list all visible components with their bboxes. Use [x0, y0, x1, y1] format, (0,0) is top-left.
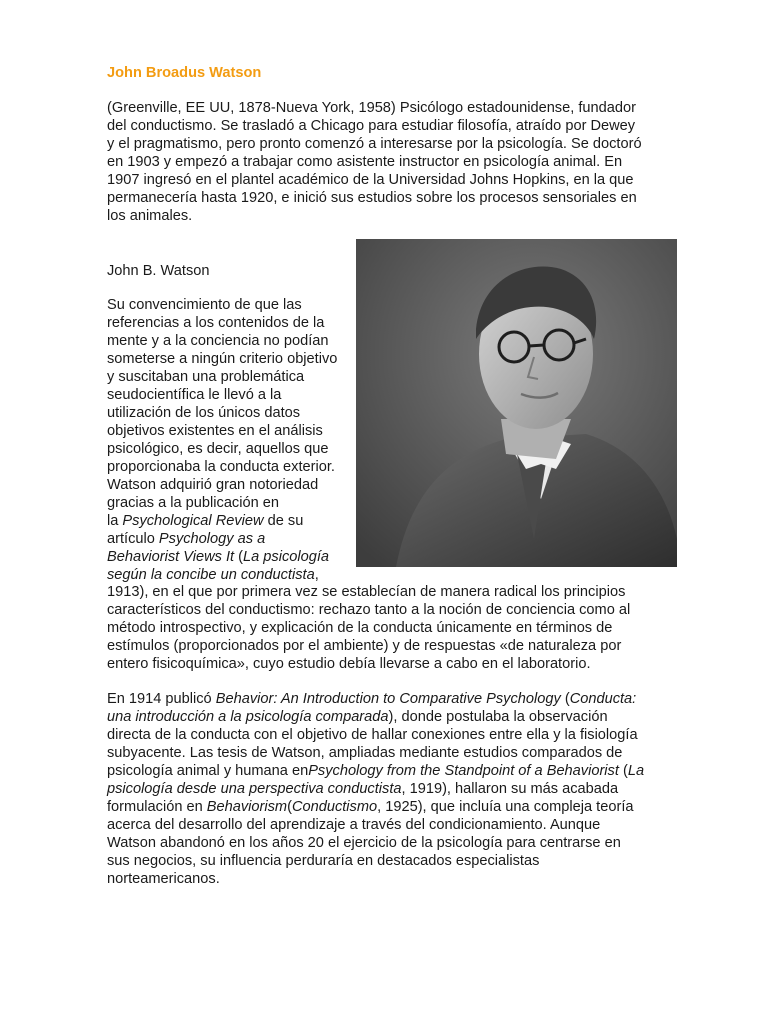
text-run: ,	[314, 567, 319, 583]
journal-title: Psychological Review	[122, 513, 264, 529]
paragraph-line: entero fisicoquímica», cuyo estudio debía llevarse a cabo en el laboratorio.	[107, 656, 591, 672]
book-title-translation: La	[627, 763, 645, 779]
column-line: Watson adquirió gran notoriedad	[107, 477, 319, 493]
continuation-paragraph	[107, 583, 667, 673]
paragraph-line: subyacente. Las tesis de Watson, ampliadas mediante estudios comparados de	[107, 745, 623, 761]
article-title-translation: La psicología	[243, 549, 330, 565]
paragraph-line: método introspectivo, y explicación de la conducta únicamente en términos de	[107, 620, 613, 636]
portrait-photo-icon	[356, 239, 677, 567]
column-line: gracias a la publicación en	[107, 495, 279, 511]
column-line: someterse a ningún criterio objetivo	[107, 351, 338, 367]
paragraph-line: acerca del desarrollo del aprendizaje a través del condicionamiento. Aunque	[107, 817, 601, 833]
article-title-translation: según la concibe un conductista	[107, 567, 315, 583]
paragraph-line	[107, 690, 667, 708]
paragraph-line: característicos del conductismo: rechazo tanto a la noción de conciencia como al	[107, 602, 631, 618]
article-title: Psychology as a	[158, 531, 266, 547]
text-run: la	[107, 513, 123, 529]
text-run: de su	[263, 513, 304, 529]
paragraph-line: sus negocios, su influencia perduraría en destacados especialistas	[107, 853, 540, 869]
intro-line: y el pragmatismo, pero pronto comenzó a interesarse por la psicología. Se doctoró	[107, 136, 642, 152]
intro-line: en 1903 y empezó a trabajar como asistente instructor en psicología animal. En	[107, 154, 623, 170]
paragraph-line	[107, 798, 667, 816]
page-title: John Broadus Watson	[107, 65, 262, 81]
book-title-translation: una introducción a la psicología comparada	[107, 709, 389, 725]
paragraph-line: Watson abandonó en los años 20 el ejercicio de la psicología para centrarse en	[107, 835, 621, 851]
works-paragraph	[107, 690, 667, 888]
text-run: En 1914 publicó	[107, 691, 216, 707]
text-run: (	[618, 763, 628, 779]
paragraph-line: norteamericanos.	[107, 871, 220, 887]
column-line	[107, 530, 357, 548]
column-line	[107, 548, 357, 566]
column-line: seudocientífica le llevó a la	[107, 387, 282, 403]
paragraph-line: directa de la conducta con el objetivo de hallar conexiones entre ella y la fisiología	[107, 727, 638, 743]
book-title: Behaviorism	[206, 799, 288, 815]
text-run: (	[560, 691, 570, 707]
intro-line: del conductismo. Se trasladó a Chicago para estudiar filosofía, atraído por Dewey	[107, 118, 636, 134]
column-line: utilización de los únicos datos	[107, 405, 301, 421]
article-title: Behaviorist Views It	[107, 549, 235, 565]
book-title-translation: Conductismo	[291, 799, 378, 815]
column-line: proporcionaba la conducta exterior.	[107, 459, 335, 475]
book-title-translation: Conducta:	[569, 691, 637, 707]
intro-line: permanecería hasta 1920, e inició sus estudios sobre los procesos sensoriales en	[107, 190, 637, 206]
text-run: ), donde postulaba la observación	[388, 709, 608, 725]
column-line: referencias a los contenidos de la	[107, 315, 325, 331]
column-line: mente y a la conciencia no podían	[107, 333, 329, 349]
text-run: psicología animal y humana en	[107, 763, 309, 779]
paragraph-line	[107, 780, 667, 798]
column-line	[107, 566, 357, 584]
text-run: (	[287, 799, 292, 815]
text-run: artículo	[107, 531, 159, 547]
intro-line: (Greenville, EE UU, 1878-Nueva York, 1958) Psicólogo estadounidense, fundador	[107, 100, 636, 116]
paragraph-line	[107, 762, 667, 780]
text-run: formulación en	[107, 799, 207, 815]
column-line: psicológico, es decir, aquellos que	[107, 441, 329, 457]
intro-line: 1907 ingresó en el plantel académico de la Universidad Johns Hopkins, en la que	[107, 172, 634, 188]
column-line: objetivos existentes en el análisis	[107, 423, 323, 439]
text-run: , 1919), hallaron su más acabada	[401, 781, 619, 797]
book-title: Behavior: An Introduction to Comparative Psychology	[215, 691, 561, 707]
photo-caption: John B. Watson	[107, 263, 210, 279]
text-run: , 1925), que incluía una compleja teoría	[377, 799, 634, 815]
paragraph-line	[107, 708, 667, 726]
paragraph-line: 1913), en el que por primera vez se establecían de manera radical los principios	[107, 584, 626, 600]
column-line: Su convencimiento de que las	[107, 297, 302, 313]
intro-line: los animales.	[107, 208, 193, 224]
portrait-photo	[356, 239, 677, 567]
side-column-text	[107, 296, 357, 584]
book-title-translation: psicología desde una perspectiva conductista	[107, 781, 402, 797]
column-line: y suscitaban una problemática	[107, 369, 305, 385]
intro-paragraph	[107, 99, 667, 225]
column-line	[107, 512, 357, 530]
paragraph-line: estímulos (proporcionados por el ambiente) y de respuestas «de naturaleza por	[107, 638, 622, 654]
book-title: Psychology from the Standpoint of a Behaviorist	[308, 763, 619, 779]
text-run: (	[234, 549, 243, 565]
